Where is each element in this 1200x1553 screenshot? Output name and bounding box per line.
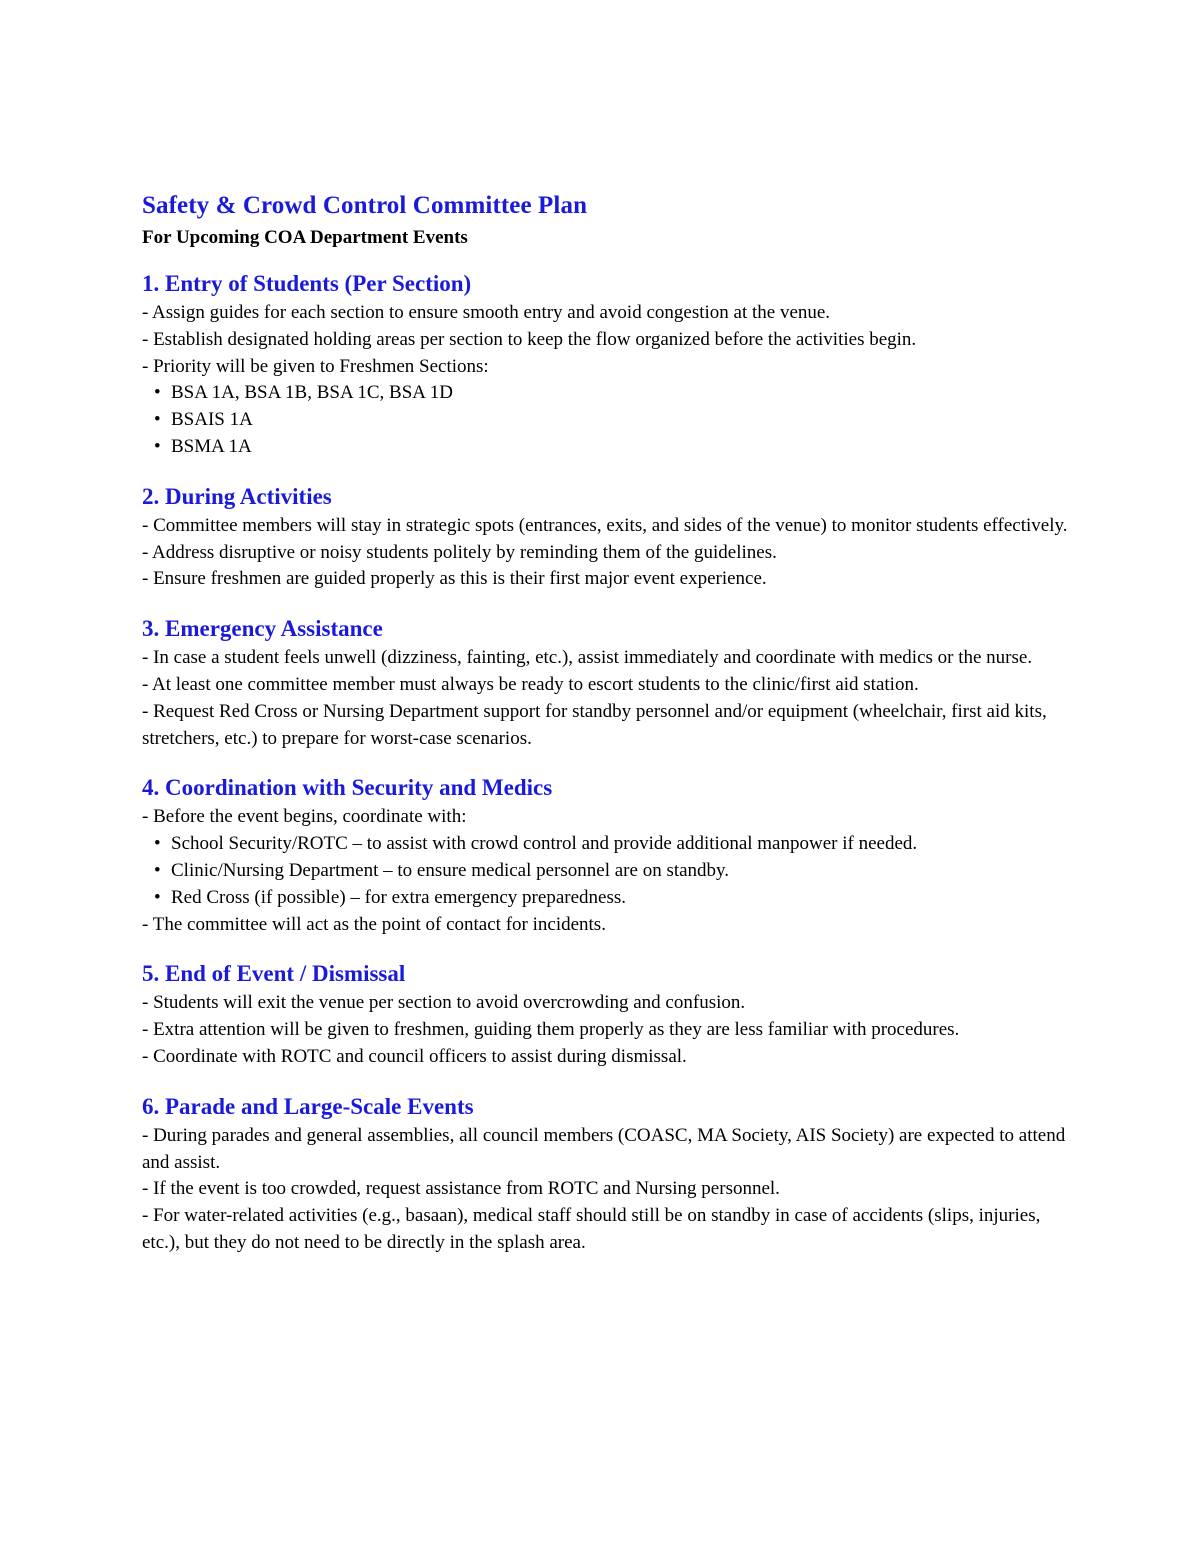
document-title: Safety & Crowd Control Committee Plan <box>142 192 588 219</box>
section-line: - Extra attention will be given to freshmen, guiding them properly as they are less familiar with procedures. <box>142 1019 960 1041</box>
bullet-icon: • <box>154 859 161 881</box>
section-line: - In case a student feels unwell (dizziness, fainting, etc.), assist immediately and coordinate with medics or the nurse. <box>142 647 1033 669</box>
bullet-icon: • <box>154 435 161 457</box>
document-subtitle: For Upcoming COA Department Events <box>142 227 468 248</box>
bullet-text: Red Cross (if possible) – for extra emergency preparedness. <box>171 886 626 908</box>
bullet-item <box>142 858 1072 885</box>
section-line: - If the event is too crowded, request assistance from ROTC and Nursing personnel. <box>142 1178 780 1200</box>
section-heading: 5. End of Event / Dismissal <box>142 961 406 987</box>
section-emergency-assistance <box>142 613 1072 752</box>
section-line: - Request Red Cross or Nursing Department support for standby personnel and/or equipment (wheelchair, first aid kits, stretchers, etc.) to prepare for worst-case scenarios. <box>142 700 1047 749</box>
section-entry-of-students <box>142 268 1072 461</box>
section-line: - Address disruptive or noisy students politely by reminding them of the guidelines. <box>142 541 777 563</box>
section-line: - Establish designated holding areas per section to keep the flow organized before the activities begin. <box>142 328 917 350</box>
section-coordination <box>142 772 1072 938</box>
bullet-icon: • <box>154 833 161 855</box>
bullet-icon: • <box>154 886 161 908</box>
section-heading: 4. Coordination with Security and Medics <box>142 775 553 801</box>
section-line: - At least one committee member must always be ready to escort students to the clinic/first aid station. <box>142 673 919 695</box>
bullet-item <box>142 434 1072 461</box>
bullet-item <box>142 885 1072 912</box>
section-line: - Before the event begins, coordinate with: <box>142 806 467 828</box>
section-line: - Ensure freshmen are guided properly as this is their first major event experience. <box>142 568 767 590</box>
bullet-icon: • <box>154 409 161 431</box>
bullet-text: BSA 1A, BSA 1B, BSA 1C, BSA 1D <box>171 382 453 404</box>
section-heading: 3. Emergency Assistance <box>142 616 383 642</box>
section-end-of-event <box>142 958 1072 1070</box>
section-heading: 1. Entry of Students (Per Section) <box>142 271 472 296</box>
bullet-text: BSAIS 1A <box>171 409 253 431</box>
section-parade-events <box>142 1091 1072 1257</box>
section-line: - Committee members will stay in strategic spots (entrances, exits, and sides of the venue) to monitor students effectively. <box>142 514 1068 536</box>
bullet-text: BSMA 1A <box>171 435 252 457</box>
section-line: - For water-related activities (e.g., basaan), medical staff should still be on standby in case of accidents (slips, injuries, etc.), but they do not need to be directly in the splash area. <box>142 1205 1041 1253</box>
section-line: - The committee will act as the point of contact for incidents. <box>142 913 606 935</box>
bullet-item <box>142 831 1072 858</box>
bullet-icon: • <box>154 382 161 404</box>
section-line: - During parades and general assemblies, all council members (COASC, MA Society, AIS Society) are expected to attend and assist. <box>142 1124 1066 1173</box>
section-heading: 2. During Activities <box>142 483 332 509</box>
bullet-item <box>142 407 1072 434</box>
section-during-activities <box>142 481 1072 593</box>
section-line: - Priority will be given to Freshmen Sections: <box>142 355 489 377</box>
section-line: - Students will exit the venue per section to avoid overcrowding and confusion. <box>142 992 746 1014</box>
section-heading: 6. Parade and Large-Scale Events <box>142 1093 474 1119</box>
section-line: - Coordinate with ROTC and council officers to assist during dismissal. <box>142 1045 687 1067</box>
document-page <box>142 188 1072 1277</box>
bullet-item <box>142 380 1072 407</box>
bullet-text: Clinic/Nursing Department – to ensure medical personnel are on standby. <box>171 859 730 881</box>
section-line: - Assign guides for each section to ensure smooth entry and avoid congestion at the venue. <box>142 302 831 323</box>
bullet-text: School Security/ROTC – to assist with crowd control and provide additional manpower if needed. <box>171 833 918 855</box>
